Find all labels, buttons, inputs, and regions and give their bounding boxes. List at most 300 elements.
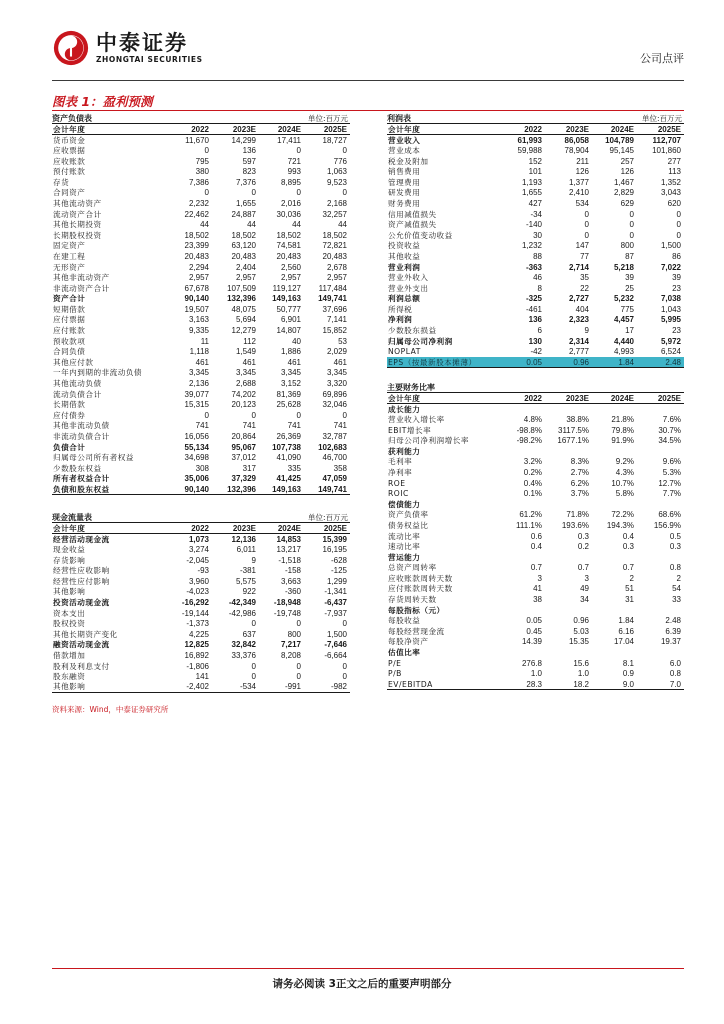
cell-value: 0.7 — [530, 563, 542, 573]
cell-value: 32,842 — [231, 640, 256, 650]
table-row — [52, 241, 350, 252]
cell-value: 10.7% — [611, 478, 634, 488]
row-label: 资产合计 — [53, 294, 86, 304]
cell-value: 30 — [533, 230, 542, 240]
year-header: 2022 — [160, 523, 212, 534]
year-header: 2025E — [637, 393, 684, 404]
cell-value: 111.1% — [516, 520, 542, 530]
table-row — [387, 457, 684, 468]
cell-value: 39,077 — [184, 389, 209, 399]
cell-value: 16,195 — [322, 544, 347, 554]
cell-value: 0 — [296, 145, 301, 155]
empty-cell — [592, 499, 637, 510]
empty-cell — [545, 605, 592, 616]
cell-value: 0 — [342, 661, 347, 671]
table-row — [52, 198, 350, 209]
cell-value: 0 — [296, 188, 301, 198]
row-label: 非流动资产合计 — [53, 283, 110, 293]
cell-value: 41 — [533, 584, 542, 594]
cell-value: 4.3% — [615, 467, 634, 477]
table-row — [52, 315, 350, 326]
cell-value: 7,376 — [235, 177, 256, 187]
footer-divider — [52, 968, 684, 969]
cell-value: 2 — [676, 573, 681, 583]
cell-value: 5,694 — [235, 315, 256, 325]
cell-value: -140 — [525, 220, 542, 230]
row-label: ROE — [388, 478, 406, 488]
cell-value: 119,127 — [272, 283, 301, 293]
row-label: 公允价值变动收益 — [388, 230, 453, 240]
cell-value: 7,217 — [280, 640, 301, 650]
cell-value: 6,011 — [236, 544, 256, 554]
cell-value: 95,145 — [609, 145, 634, 155]
financial-ratios-table — [387, 382, 684, 690]
year-header: 2022 — [160, 124, 212, 135]
table-row — [52, 463, 350, 474]
cell-value: 81,369 — [276, 389, 301, 399]
row-label: 少数股东权益 — [53, 463, 102, 473]
cell-value: 34 — [580, 595, 589, 605]
cell-value: 2,829 — [613, 188, 634, 198]
cell-value: -1,341 — [324, 587, 347, 597]
table-row — [52, 640, 350, 651]
cell-value: 2,168 — [326, 198, 347, 208]
cell-value: 15,399 — [322, 534, 347, 544]
table-row — [52, 534, 350, 545]
cell-value: 741 — [287, 421, 301, 431]
row-label: 长期股权投资 — [53, 230, 102, 240]
row-label: 其他非流动负债 — [53, 421, 110, 431]
row-label: 总资产周转率 — [388, 563, 437, 573]
cell-value: 6.39 — [665, 626, 681, 636]
table-row — [387, 615, 684, 626]
cell-value: 0.4 — [530, 542, 542, 552]
cell-value: 0 — [676, 220, 681, 230]
cell-value: 0.3 — [577, 531, 589, 541]
cell-value: 30,036 — [276, 209, 301, 219]
cell-value: 7,386 — [188, 177, 209, 187]
empty-cell — [637, 446, 684, 457]
cell-value: 0.45 — [526, 626, 542, 636]
header-label: 会计年度 — [52, 124, 160, 135]
table-row — [52, 378, 350, 389]
cell-value: 2,957 — [235, 273, 256, 283]
cell-value: 3,345 — [280, 368, 301, 378]
row-label: 投资活动现金流 — [53, 597, 110, 607]
cell-value: 17.04 — [613, 637, 634, 647]
company-logo — [52, 28, 203, 68]
cell-value: -381 — [239, 566, 256, 576]
cell-value: 2,688 — [235, 379, 256, 389]
table-row — [387, 177, 684, 188]
table-row — [52, 325, 350, 336]
cell-value: 0.3 — [669, 542, 681, 552]
cell-value: 427 — [528, 198, 542, 208]
row-label: 其他影响 — [52, 682, 160, 693]
table-row — [52, 230, 350, 241]
table-row — [387, 531, 684, 542]
cell-value: -982 — [304, 682, 350, 693]
table-row — [387, 679, 684, 690]
cell-value: 19.37 — [660, 637, 681, 647]
cell-value: 17,411 — [277, 135, 301, 145]
cell-value: 6,524 — [660, 347, 681, 357]
cell-value: 0 — [204, 188, 209, 198]
cell-value: 44 — [292, 220, 301, 230]
cell-value: 7,038 — [660, 294, 681, 304]
cell-value: 0 — [584, 209, 589, 219]
row-label: 存货 — [53, 177, 70, 187]
empty-cell — [491, 404, 545, 415]
cell-value: 113 — [668, 167, 681, 177]
cell-value: 41,425 — [276, 474, 301, 484]
cell-value: -628 — [330, 555, 347, 565]
empty-cell — [592, 404, 637, 415]
section-row — [387, 404, 684, 415]
cell-value: 0.5 — [669, 531, 681, 541]
cell-value: 358 — [333, 463, 347, 473]
row-label: 所得税 — [388, 304, 413, 314]
data-source: 资料来源：Wind，中泰证券研究所 — [52, 705, 169, 714]
table-header-row — [387, 393, 684, 404]
cell-value: -1,373 — [186, 619, 209, 629]
table-row — [387, 414, 684, 425]
year-header: 2025E — [304, 523, 350, 534]
cell-value: 597 — [242, 156, 256, 166]
cell-value: 1,500 — [660, 241, 681, 251]
cell-value: 40 — [292, 336, 301, 346]
cell-value: 7,141 — [326, 315, 347, 325]
table-row — [52, 188, 350, 199]
cell-value: 67,678 — [184, 283, 209, 293]
section-row — [387, 647, 684, 658]
cell-value: -19,748 — [273, 608, 301, 618]
row-label: 少数股东损益 — [388, 326, 437, 336]
empty-cell — [491, 647, 545, 658]
cell-value: 2,016 — [280, 198, 301, 208]
cell-value: 102,683 — [318, 442, 347, 452]
table-row — [52, 294, 350, 305]
year-header: 2023E — [545, 124, 592, 135]
table-header-row — [52, 124, 350, 135]
cell-value: 24,887 — [231, 209, 256, 219]
table-title: 主要财务比率 — [387, 383, 435, 392]
row-label: EV/EBITDA — [387, 679, 491, 690]
cell-value: 54 — [672, 584, 681, 594]
row-label: 固定资产 — [53, 241, 86, 251]
row-label: 其他收益 — [388, 251, 421, 261]
table-row — [387, 304, 684, 315]
table-row — [52, 421, 350, 432]
balance-sheet-table — [52, 113, 350, 495]
empty-cell — [637, 647, 684, 658]
cell-value: 2,294 — [188, 262, 209, 272]
table-row — [52, 177, 350, 188]
row-label: 负债合计 — [53, 442, 86, 452]
cell-value: 18,502 — [184, 230, 209, 240]
cell-value: 61,993 — [517, 135, 542, 145]
cell-value: 257 — [620, 156, 634, 166]
cell-value: 0.3 — [622, 542, 634, 552]
cell-value: 35,006 — [184, 474, 209, 484]
cell-value: 4,225 — [188, 629, 209, 639]
cell-value: 9.2% — [615, 457, 634, 467]
cell-value: 800 — [287, 629, 301, 639]
cell-value: -19,144 — [181, 608, 209, 618]
cell-value: 132,396 — [227, 294, 256, 304]
cell-value: 1.0 — [530, 669, 542, 679]
table-row — [52, 272, 350, 283]
row-label: 营业成本 — [388, 145, 421, 155]
cell-value: 20,864 — [231, 432, 256, 442]
cell-value: 5,232 — [613, 294, 634, 304]
row-label: 借款增加 — [53, 650, 86, 660]
cell-value: 55,134 — [184, 442, 209, 452]
cell-value: 194.3% — [606, 520, 634, 530]
cell-value: 9.6% — [662, 457, 681, 467]
section-row — [387, 446, 684, 457]
cell-value: -125 — [330, 566, 347, 576]
row-label: 流动资产合计 — [53, 209, 102, 219]
section-row — [387, 552, 684, 563]
section-row — [387, 605, 684, 616]
row-label: 估值比率 — [388, 648, 421, 658]
cell-value: 1,073 — [188, 534, 209, 544]
table-row — [387, 637, 684, 648]
cell-value: 95,067 — [231, 442, 256, 452]
row-label: 其他应付款 — [53, 357, 94, 367]
cell-value: 126 — [575, 167, 589, 177]
cell-value: 0.2% — [523, 467, 542, 477]
cell-value: 104,789 — [605, 135, 634, 145]
cell-value: 149,741 — [304, 484, 350, 495]
cell-value: -7,937 — [324, 608, 347, 618]
cell-value: 795 — [195, 156, 209, 166]
row-label: 存货周转天数 — [388, 595, 437, 605]
row-label: 资本支出 — [53, 608, 86, 618]
cell-value: 30.7% — [658, 425, 681, 435]
table-row — [52, 389, 350, 400]
empty-cell — [592, 446, 637, 457]
cell-value: 38.8% — [566, 414, 589, 424]
cell-value: 193.6% — [561, 520, 589, 530]
table-row — [52, 650, 350, 661]
table-row — [52, 410, 350, 421]
cell-value: 5,575 — [235, 576, 256, 586]
cell-value: 1.84 — [618, 616, 634, 626]
table-row — [387, 198, 684, 209]
cell-value: 68.6% — [658, 510, 681, 520]
row-label: 其他流动负债 — [53, 379, 102, 389]
cell-value: 6.16 — [618, 626, 634, 636]
cell-value: 8.1 — [622, 658, 634, 668]
cell-value: 0 — [584, 220, 589, 230]
table-row — [52, 661, 350, 672]
cell-value: 22,462 — [184, 209, 209, 219]
row-label: 销售费用 — [388, 167, 421, 177]
year-header: 2023E — [212, 523, 259, 534]
cell-value: 33 — [672, 595, 681, 605]
cell-value: 20,123 — [231, 400, 256, 410]
row-label: 归属母公司所有者权益 — [53, 453, 134, 463]
cell-value: 18,727 — [322, 135, 347, 145]
cell-value: 0 — [251, 188, 256, 198]
row-label: 每股指标（元） — [388, 605, 445, 615]
cell-value: 0 — [296, 410, 301, 420]
empty-cell — [545, 499, 592, 510]
cell-value: 3,345 — [188, 368, 209, 378]
cell-value: 6.2% — [570, 478, 589, 488]
cell-value: 2,410 — [568, 188, 589, 198]
empty-cell — [491, 499, 545, 510]
cell-value: 0 — [629, 209, 634, 219]
cell-value: 72.2% — [611, 510, 634, 520]
table-row — [387, 626, 684, 637]
row-label: 股权投资 — [53, 619, 86, 629]
cell-value: 380 — [195, 167, 209, 177]
table-row — [387, 145, 684, 156]
cell-value: 156.9% — [653, 520, 681, 530]
cell-value: 1,655 — [521, 188, 542, 198]
cell-value: 59,988 — [517, 145, 542, 155]
table-row — [52, 597, 350, 608]
cell-value: 13,217 — [276, 544, 301, 554]
cell-value: 18,502 — [322, 230, 347, 240]
cell-value: 3,274 — [188, 544, 209, 554]
header-label: 会计年度 — [387, 393, 491, 404]
cell-value: 0.4% — [523, 478, 542, 488]
cell-value: 88 — [533, 251, 542, 261]
cell-value: 741 — [333, 421, 347, 431]
cell-value: 1.84 — [592, 357, 637, 368]
empty-cell — [637, 605, 684, 616]
cell-value: 3 — [537, 573, 542, 583]
table-row — [52, 336, 350, 347]
row-label: 所有者权益合计 — [53, 474, 110, 484]
cell-value: 37,696 — [322, 304, 347, 314]
cell-value: -1,806 — [186, 661, 209, 671]
cell-value: 63,120 — [231, 241, 256, 251]
cell-value: -42,349 — [228, 597, 256, 607]
empty-cell — [637, 404, 684, 415]
row-label: 毛利率 — [388, 457, 413, 467]
cell-value: -18,948 — [273, 597, 301, 607]
cell-value: 461 — [195, 357, 209, 367]
table-row — [52, 587, 350, 598]
cell-value: 117,484 — [318, 283, 347, 293]
cell-value: 32,046 — [322, 400, 347, 410]
cell-value: 0.7 — [622, 563, 634, 573]
row-label: 营运能力 — [388, 552, 421, 562]
cell-value: 1,299 — [326, 576, 347, 586]
cell-value: 0.2 — [577, 542, 589, 552]
cell-value: 0 — [342, 619, 347, 629]
row-label: 融资活动现金流 — [53, 640, 110, 650]
cell-value: 0 — [342, 410, 347, 420]
cell-value: -93 — [197, 566, 209, 576]
cell-value: 3,043 — [660, 188, 681, 198]
cell-value: 7.6% — [662, 414, 681, 424]
cell-value: 0.1% — [523, 489, 542, 499]
cell-value: 41,090 — [276, 453, 301, 463]
cell-value: 276.8 — [521, 658, 542, 668]
cell-value: -2,402 — [160, 682, 212, 693]
cell-value: 90,140 — [184, 294, 209, 304]
cell-value: 2,727 — [568, 294, 589, 304]
cell-value: 1,467 — [613, 177, 634, 187]
cell-value: 15.35 — [568, 637, 589, 647]
cell-value: 8,208 — [280, 650, 301, 660]
cell-value: 6 — [537, 326, 542, 336]
table-row — [52, 283, 350, 294]
row-label: 其他非流动资产 — [53, 273, 110, 283]
cell-value: 1,232 — [521, 241, 542, 251]
cell-value: 922 — [242, 587, 256, 597]
table-row — [387, 241, 684, 252]
table-row — [52, 608, 350, 619]
row-label: 经营性应付影响 — [53, 576, 110, 586]
cell-value: 86,058 — [564, 135, 589, 145]
cell-value: 61.2% — [519, 510, 542, 520]
cell-value: 8.3% — [570, 457, 589, 467]
cell-value: -98.2% — [516, 436, 542, 446]
cell-value: 0 — [296, 619, 301, 629]
table-row — [52, 262, 350, 273]
cell-value: 823 — [242, 167, 256, 177]
cell-value: 22 — [580, 283, 589, 293]
cell-value: 14,807 — [276, 326, 301, 336]
cell-value: 0 — [676, 230, 681, 240]
empty-cell — [491, 446, 545, 457]
table-row — [387, 272, 684, 283]
cell-value: 14,299 — [231, 135, 256, 145]
cell-value: -42,986 — [228, 608, 256, 618]
cell-value: 2,232 — [188, 198, 209, 208]
cell-value: 1,118 — [189, 347, 209, 357]
row-label: 资产负债率 — [388, 510, 429, 520]
empty-cell — [545, 404, 592, 415]
row-label: 营业外收入 — [388, 273, 429, 283]
income-statement-table — [387, 113, 684, 368]
cell-value: 44 — [200, 220, 209, 230]
cell-value: 91.9% — [611, 436, 634, 446]
year-header: 2024E — [592, 393, 637, 404]
row-label: 短期借款 — [53, 304, 86, 314]
table-row — [52, 304, 350, 315]
footer-text: 请务必阅读 — [272, 978, 326, 990]
cell-value: 0.7 — [577, 563, 589, 573]
cell-value: 107,509 — [227, 283, 256, 293]
cell-value: 5.8% — [615, 489, 634, 499]
table-unit: 单位:百万元 — [307, 513, 348, 522]
cell-value: 741 — [195, 421, 209, 431]
cell-value: 9 — [584, 326, 589, 336]
row-label: 每股经营现金流 — [388, 626, 445, 636]
table-row — [387, 467, 684, 478]
cell-value: 44 — [338, 220, 347, 230]
cell-value: 2,136 — [188, 379, 209, 389]
cell-value: 461 — [287, 357, 301, 367]
cell-value: 3,960 — [188, 576, 209, 586]
cell-value: 1,500 — [326, 629, 347, 639]
row-label: 合同负债 — [53, 347, 86, 357]
cell-value: 0 — [204, 145, 209, 155]
cell-value: 637 — [242, 629, 256, 639]
year-header: 2022 — [491, 393, 545, 404]
row-label: 其他影响 — [53, 587, 86, 597]
cell-value: 4,457 — [613, 315, 634, 325]
cell-value: -98.8% — [516, 425, 542, 435]
